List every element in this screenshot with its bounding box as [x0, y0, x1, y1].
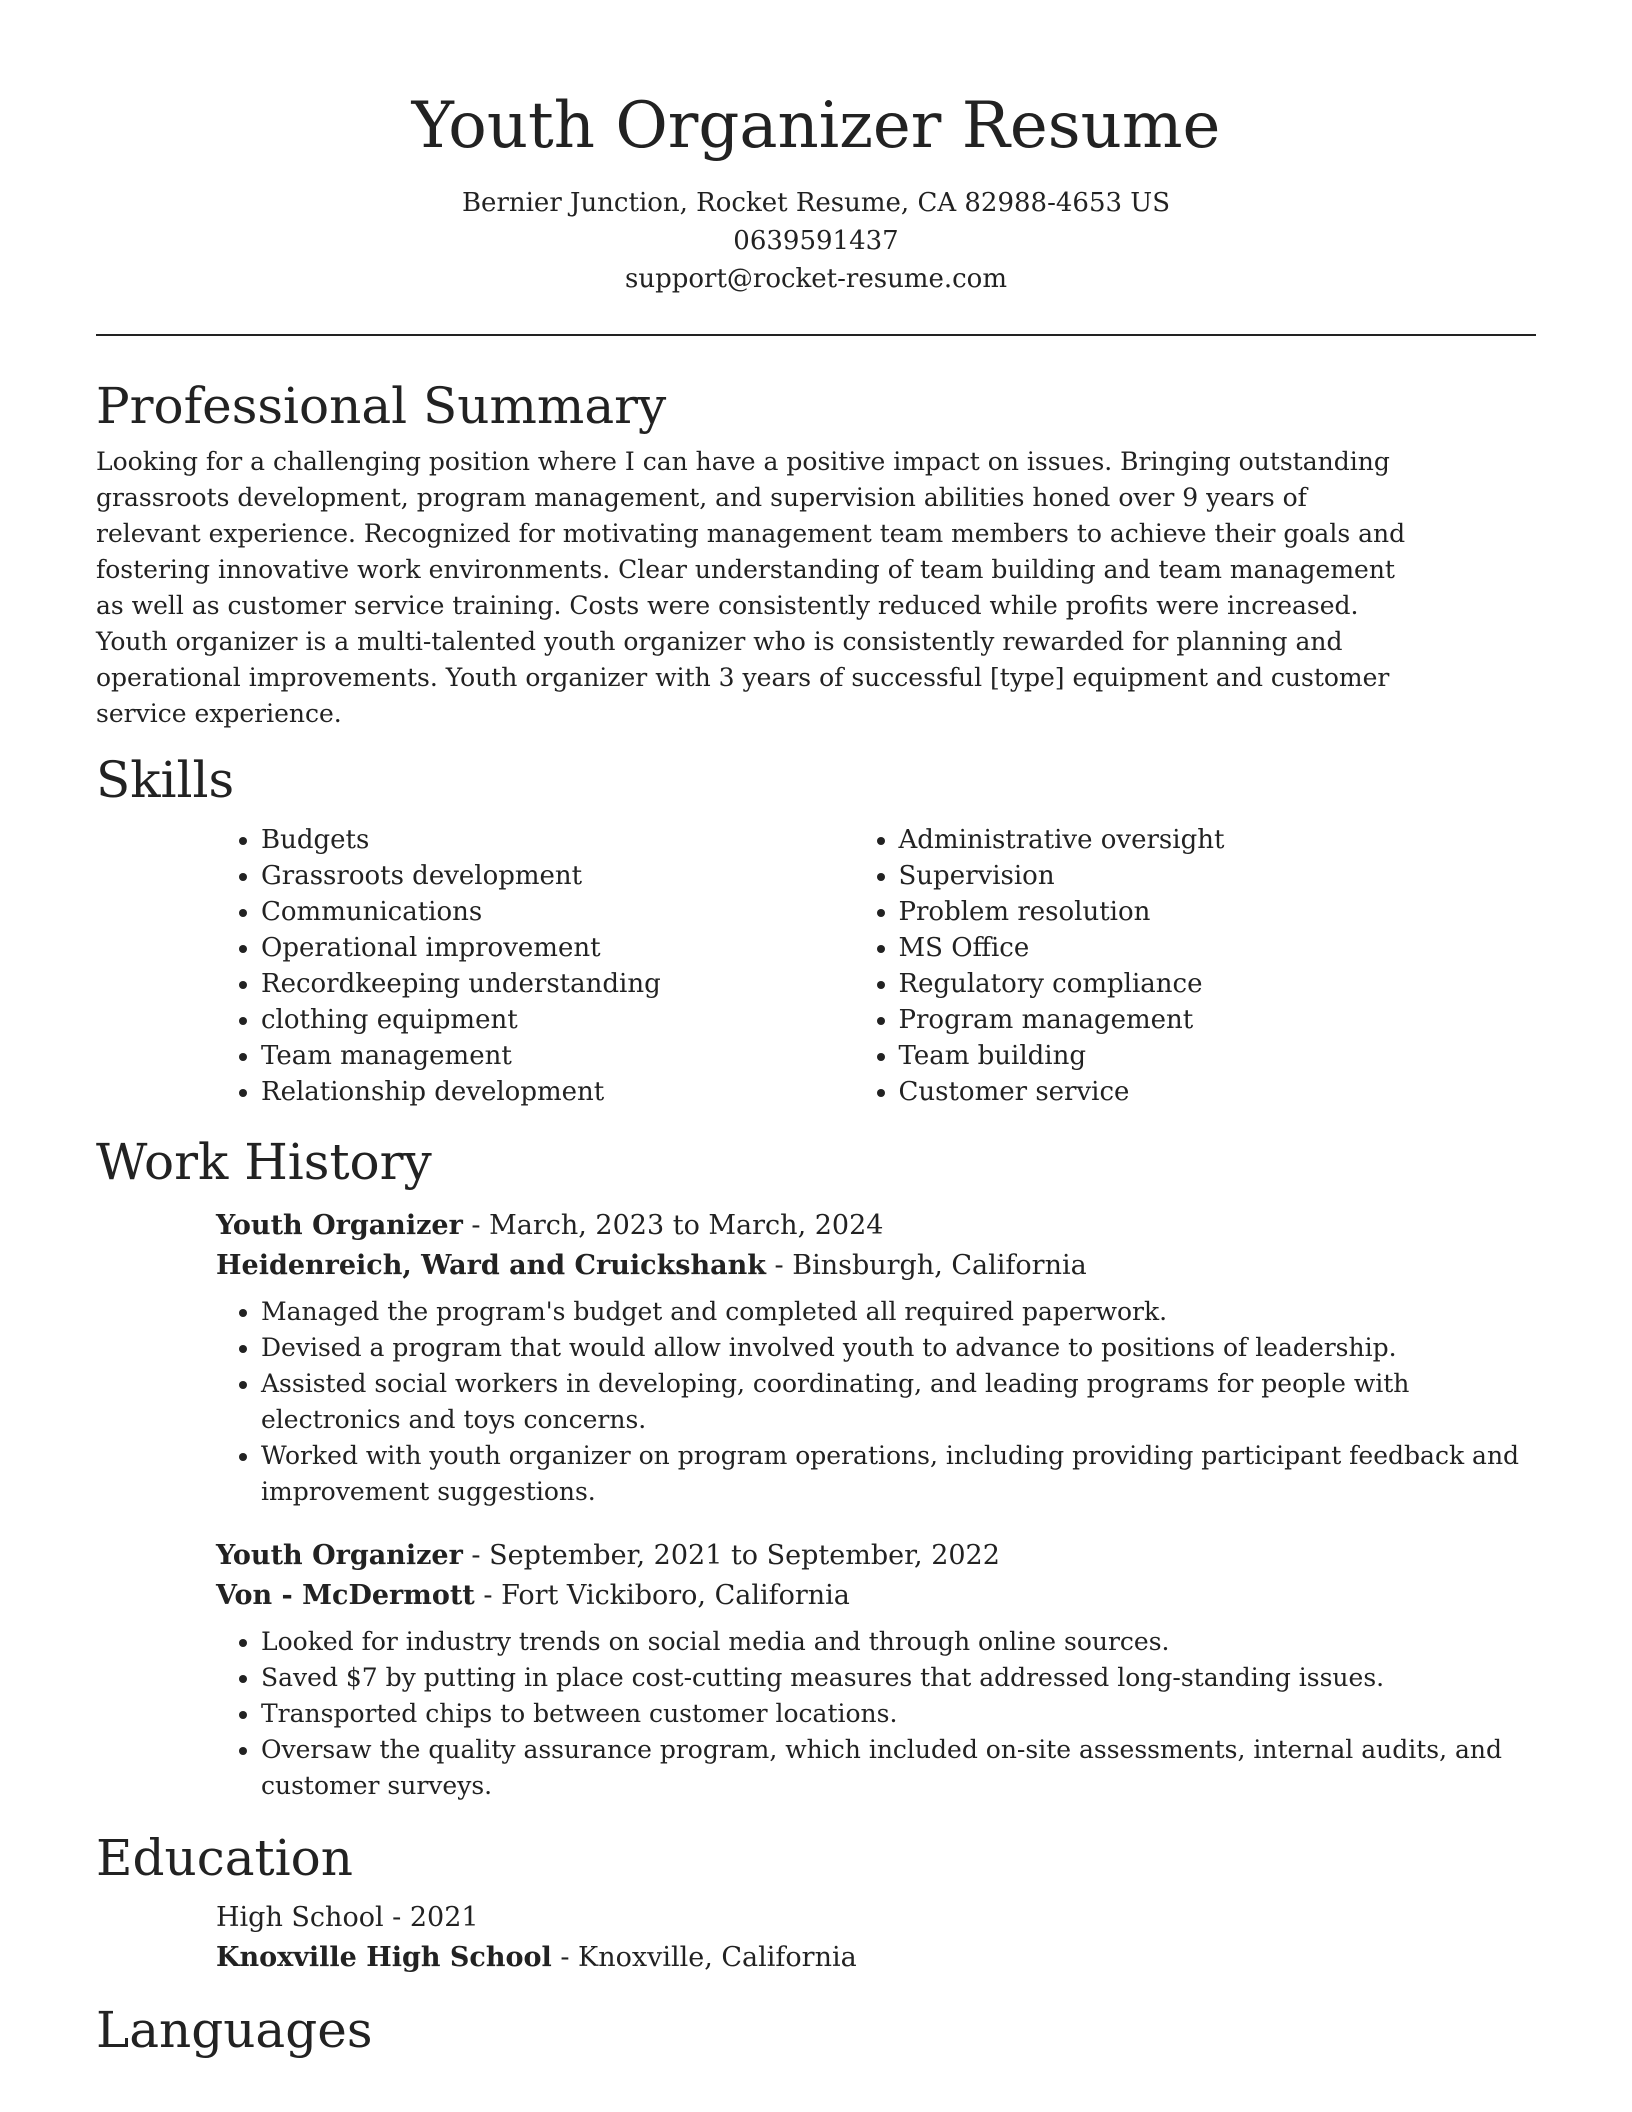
- contact-email: support@rocket-resume.com: [624, 264, 1007, 294]
- job-role: Youth Organizer: [216, 1210, 463, 1241]
- education-year: - 2021: [383, 1902, 479, 1933]
- skills-columns: [261, 822, 1536, 1110]
- skill-item: • Program management: [899, 1002, 1537, 1038]
- skill-item: • Relationship development: [261, 1074, 899, 1110]
- education-location: - Knoxville, California: [551, 1942, 857, 1973]
- job-entry: [216, 1206, 1536, 1286]
- job-dates: - March, 2023 to March, 2024: [462, 1210, 884, 1241]
- skill-item: • Customer service: [899, 1074, 1537, 1110]
- skill-item: • Communications: [261, 894, 899, 930]
- job-entry: [216, 1536, 1536, 1616]
- job-title-line: [216, 1206, 1536, 1246]
- job-role: Youth Organizer: [216, 1540, 463, 1571]
- skill-item: • Team building: [899, 1038, 1537, 1074]
- skill-item: • Budgets: [261, 822, 899, 858]
- skill-item: • Grassroots development: [261, 858, 899, 894]
- job-title-line: [216, 1536, 1536, 1576]
- resume-page: [96, 0, 1536, 2060]
- skill-item: • Supervision: [899, 858, 1537, 894]
- job-location: - Binsburgh, California: [765, 1250, 1087, 1281]
- summary-heading: Professional Summary: [96, 377, 667, 435]
- contact-address: Bernier Junction, Rocket Resume, CA 82988-4653 US: [461, 188, 1171, 218]
- resume-header: [96, 0, 1536, 298]
- job-bullet: • Devised a program that would allow involved youth to advance to positions of leadership.: [261, 1330, 1536, 1366]
- job-bullet: • Looked for industry trends on social media and through online sources.: [261, 1624, 1536, 1660]
- job-bullet: • Assisted social workers in developing, coordinating, and leading programs for people with electronics and toys concerns.: [261, 1366, 1536, 1438]
- education-school: Knoxville High School: [216, 1942, 552, 1973]
- job-company-line: [216, 1576, 1536, 1616]
- job-bullet: • Worked with youth organizer on program operations, including providing participant feedback and improvement suggestions.: [261, 1438, 1536, 1510]
- education-heading: Education: [96, 1829, 353, 1887]
- education-degree-line: [216, 1898, 1536, 1938]
- resume-title: Youth Organizer Resume: [411, 89, 1221, 163]
- job-bullet: • Managed the program's budget and completed all required paperwork.: [261, 1294, 1536, 1330]
- job-bullet: • Transported chips to between customer locations.: [261, 1696, 1536, 1732]
- education-entry: [216, 1898, 1536, 1978]
- skills-heading: Skills: [96, 751, 235, 809]
- work-history-section: [96, 1132, 1536, 1804]
- job-bullet: • Oversaw the quality assurance program, which included on-site assessments, internal audits, and customer surveys.: [261, 1732, 1536, 1804]
- education-school-line: [216, 1938, 1536, 1978]
- skill-item: • Problem resolution: [899, 894, 1537, 930]
- job-bullets: [261, 1294, 1536, 1510]
- summary-text: Looking for a challenging position where I can have a positive impact on issues. Bringing outstanding grassroots development, program management, and supervision abilities honed over 9 years of relevant experience. Recognized for motivating management team members to achieve their goals and fostering innovative work environments. Clear understanding of team building and team management as well as customer service training. Costs were consistently reduced while profits were increased. Youth organizer is a multi-talented youth organizer who is consistently rewarded for planning and operational improvements. Youth organizer with 3 years of successful [type] equipment and customer service experience.: [96, 447, 1406, 728]
- skill-item: • Administrative oversight: [899, 822, 1537, 858]
- job-company-line: [216, 1246, 1536, 1286]
- work-history-heading: Work History: [96, 1133, 432, 1191]
- education-degree: High School: [216, 1902, 384, 1933]
- header-divider: [96, 334, 1536, 336]
- job-dates: - September, 2021 to September, 2022: [462, 1540, 1000, 1571]
- job-bullet: • Saved $7 by putting in place cost-cutting measures that addressed long-standing issues.: [261, 1660, 1536, 1696]
- job-location: - Fort Vickiboro, California: [474, 1580, 850, 1611]
- languages-section: [96, 2000, 1536, 2060]
- skills-left-list: [261, 822, 899, 1110]
- skill-item: • MS Office: [899, 930, 1537, 966]
- skill-item: • Regulatory compliance: [899, 966, 1537, 1002]
- job-bullets: [261, 1624, 1536, 1804]
- summary-section: [96, 376, 1536, 732]
- skill-item: • Operational improvement: [261, 930, 899, 966]
- job-company: Von - McDermott: [216, 1580, 475, 1611]
- skill-item: • clothing equipment: [261, 1002, 899, 1038]
- skill-item: • Team management: [261, 1038, 899, 1074]
- skills-section: [96, 750, 1536, 1110]
- languages-heading: Languages: [96, 2001, 373, 2059]
- skill-item: • Recordkeeping understanding: [261, 966, 899, 1002]
- job-company: Heidenreich, Ward and Cruickshank: [216, 1250, 766, 1281]
- education-section: [96, 1828, 1536, 1978]
- skills-right-list: [899, 822, 1537, 1110]
- contact-phone: 0639591437: [733, 226, 899, 256]
